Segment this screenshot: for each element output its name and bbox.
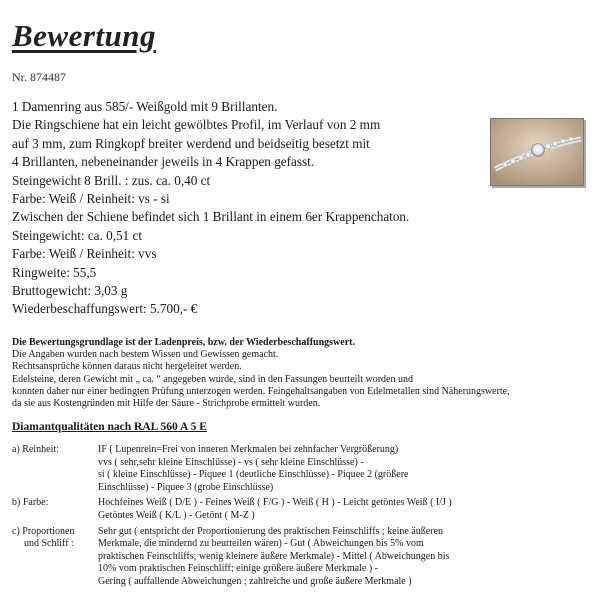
diamond-quality-heading: Diamantqualitäten nach RAL 560 A 5 E (12, 421, 207, 433)
diamond-quality-specs (12, 444, 597, 589)
page-title: Bewertung (12, 18, 157, 53)
note-line: konnten daher nur einer bedingten Prüfung unterzogen werden. Feingehaltsangaben von Edelmetallen sind Näherungswerte, (12, 385, 510, 397)
description-line: Ringweite: 55,5 (12, 264, 97, 280)
note-line: Edelsteine, deren Gewicht mit „ ca. “ angegeben wurde, sind in den Fassungen beurteilt worden und (12, 373, 413, 385)
spec-label: b) Farbe: (12, 497, 49, 509)
description-line: Bruttogewicht: 3,03 g (12, 283, 128, 299)
spec-color (12, 497, 597, 522)
valuation-basis: Die Bewertungsgrundlage ist der Ladenpreis, bzw. der Wiederbeschaffungswert. (12, 337, 355, 348)
description-line: 1 Damenring aus 585/- Weißgold mit 9 Brillanten. (12, 99, 278, 114)
description-line: Farbe: Weiß / Reinheit: vs - si (12, 191, 170, 207)
spec-line: vvs ( sehr,sehr kleine Einschlüsse) - vs ( sehr kleine Einschlüsse) - (98, 456, 364, 468)
spec-line: praktischen Feinschliffs; wenig kleinere äußere Merkmale) - Mittel ( Abweichungen bis (98, 550, 450, 562)
spec-line: IF ( Lupenrein=Frei von inneren Merkmalen bei zehnfacher Vergrößerung) (98, 444, 399, 455)
spec-line: Sehr gut ( entspricht der Proportionierung des praktischen Feinschliffs ; keine äußeren (98, 525, 444, 537)
description-line: Farbe: Weiß / Reinheit: vvs (12, 246, 157, 262)
spec-line: Getöntes Weiß ( K/L ) - Getönt ( M-Z ) (98, 509, 255, 521)
spec-label-line: c) Proportionen (12, 525, 75, 537)
item-description (12, 98, 482, 319)
spec-proportions (12, 526, 597, 589)
note-line: da sie aus Kostengründen mit Hilfe der Säure - Strichprobe ermittelt wurden. (12, 398, 321, 410)
valuation-notes (12, 337, 592, 410)
spec-label (12, 526, 98, 589)
reference-number: Nr. 874487 (12, 70, 66, 84)
ring-image (491, 119, 583, 185)
description-line: Steingewicht 8 Brill. : zus. ca. 0,40 ct (12, 172, 211, 188)
spec-line: 10% vom praktischen Feinschliff; einige größere äußere Merkmale ) - (98, 563, 378, 575)
spec-line: Gering ( auffallende Abweichungen ; zahlreiche und große äußere Merkmale ) (98, 575, 412, 587)
ring-photo (490, 118, 584, 186)
spec-clarity (12, 444, 597, 494)
description-line: 4 Brillanten, nebeneinander jeweils in 4 Krappen gefasst. (12, 154, 315, 170)
note-line: Rechtsansprüche können daraus nicht hergeleitet werden. (12, 361, 242, 373)
description-line: Steingewicht: ca. 0,51 ct (12, 227, 143, 243)
description-line: Zwischen der Schiene befindet sich 1 Brillant in einem 6er Krappenchaton. (12, 209, 410, 225)
note-line: Die Angaben wurden nach bestem Wissen und Gewissen gemacht. (12, 349, 279, 361)
description-line: auf 3 mm, zum Ringkopf breiter werdend und beidseitig besetzt mit (12, 135, 370, 151)
description-line: Wiederbeschaffungswert: 5.700,- € (12, 301, 198, 317)
spec-line: si ( kleine Einschlüsse) - Piquee 1 (deutliche Einschlüsse) - Piquee 2 (größere (98, 469, 409, 481)
description-line: Die Ringschiene hat ein leicht gewölbtes Profil, im Verlauf von 2 mm (12, 117, 381, 133)
spec-line: Merkmale, die mindernd zu beurteilen wären) - Gut ( Abweichungen bis 5% vom (98, 538, 424, 550)
spec-label: a) Reinheit: (12, 444, 59, 455)
spec-line: Hochfeines Weiß ( D/E ) - Feines Weiß ( F/G ) - Weiß ( H ) - Leicht getöntes Weiß ( I/J ) (98, 497, 452, 509)
spec-label-line: und Schliff : (24, 538, 74, 550)
spec-line: Einschlüsse) - Piquee 3 (grobe Einschlüsse) (98, 481, 274, 493)
